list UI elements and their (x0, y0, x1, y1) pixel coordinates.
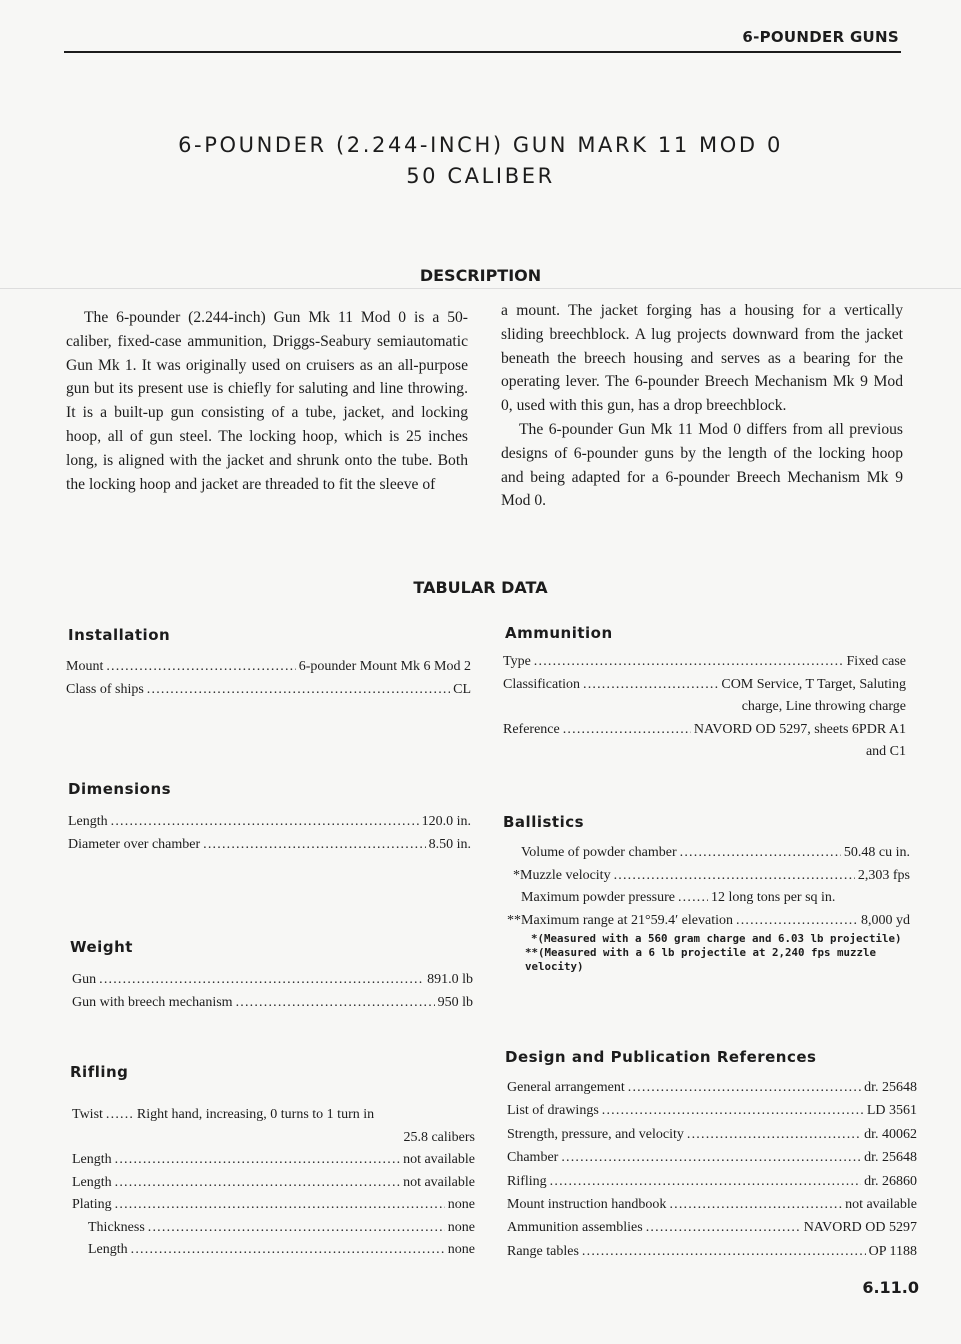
description-right-column (501, 299, 903, 513)
title-line-2: 50 CALIBER (406, 164, 555, 188)
table-row: Length ..... none (72, 1239, 475, 1262)
table-row-continuation: and C1 (865, 744, 906, 759)
table-row: Mount ..... 6-pounder Mount Mk 6 Mod 2 (66, 656, 471, 679)
table-row: Gun with breech mechanism ..... 950 lb (72, 992, 473, 1015)
tabular-data-heading: TABULAR DATA (413, 578, 548, 597)
table-row: Diameter over chamber ..... 8.50 in. (68, 834, 471, 857)
table-row: Maximum powder pressure ..... 12 long tons per sq in. (507, 887, 910, 910)
dimensions-heading: Dimensions (68, 780, 172, 798)
weight-heading: Weight (70, 938, 133, 956)
table-row: Class of ships ..... CL (66, 679, 471, 702)
ballistics-table (507, 842, 910, 974)
description-left-column (66, 306, 468, 496)
description-heading: DESCRIPTION (419, 266, 542, 285)
table-row: Classification ..... COM Service, T Target, Saluting (503, 674, 906, 697)
rifling-heading: Rifling (70, 1063, 129, 1081)
description-paragraph: The 6-pounder (2.244-inch) Gun Mk 11 Mod 0 is a 50-caliber, fixed-case ammunition, Driggs-Seabury semiautomatic Gun Mk 1. It was originally used on cruisers as an all-purpose gun but its present use is chiefly for saluting and line throwing. It is a built-up gun consisting of a tube, jacket, and locking hoop, all of gun steel. The locking hoop, which is 25 inches long, is aligned with the jacket and shrunk onto the tube. Both the locking hoop and jacket are threaded to fit the sleeve of (66, 309, 468, 493)
ammunition-heading: Ammunition (505, 624, 613, 642)
table-row: Chamber ..... dr. 25648 (507, 1146, 917, 1169)
table-row: List of drawings ..... LD 3561 (507, 1099, 917, 1122)
table-row: Plating ..... none (72, 1194, 475, 1217)
footnote: **(Measured with a 6 lb projectile at 2,240 fps muzzle velocity) (525, 946, 877, 973)
table-row: Strength, pressure, and velocity ..... dr. 40062 (507, 1123, 917, 1146)
table-row: Ammunition assemblies ..... NAVORD OD 5297 (507, 1216, 917, 1239)
table-row: Reference ..... NAVORD OD 5297, sheets 6PDR A1 (503, 719, 906, 742)
installation-heading: Installation (68, 626, 171, 644)
title-line-1: 6-POUNDER (2.244-INCH) GUN MARK 11 MOD 0 (178, 133, 783, 157)
table-row-continuation: 25.8 calibers (403, 1129, 475, 1145)
table-row: **Maximum range at 21°59.4′ elevation ..... 8,000 yd (507, 910, 910, 933)
description-paragraph: The 6-pounder Gun Mk 11 Mod 0 differs from all previous designs of 6-pounder guns by the length of the locking hoop and being adapted for a 6-pounder Breech Mechanism Mk 9 Mod 0. (501, 420, 903, 510)
running-head: 6-POUNDER GUNS (742, 28, 899, 46)
table-row: Length ..... 120.0 in. (68, 811, 471, 834)
ballistics-heading: Ballistics (503, 813, 585, 831)
table-row: Rifling ..... dr. 26860 (507, 1170, 917, 1193)
table-row: Length ..... not available (72, 1172, 475, 1195)
table-row: Volume of powder chamber ..... 50.48 cu in. (507, 842, 910, 865)
table-row: Range tables ..... OP 1188 (507, 1240, 917, 1263)
table-row: Length ..... not available (72, 1149, 475, 1172)
description-paragraph: a mount. The jacket forging has a housing for a vertically sliding breechblock. A lug projects downward from the jacket beneath the breech housing and serves as a bearing for the operating lever. The 6-pounder Breech Mechanism Mk 9 Mod 0, used with this gun, has a drop breechblock. (501, 302, 903, 415)
table-row: *Muzzle velocity ..... 2,303 fps (507, 865, 910, 888)
rifling-table (72, 1104, 475, 1262)
footnote: *(Measured with a 560 gram charge and 6.03 lb projectile) (531, 932, 902, 945)
table-row: Type ..... Fixed case (503, 651, 906, 674)
ammunition-table (503, 651, 906, 764)
description-rule (0, 288, 961, 289)
table-row: Mount instruction handbook ..... not available (507, 1193, 917, 1216)
page-number: 6.11.0 (862, 1278, 919, 1297)
table-row-continuation: charge, Line throwing charge (741, 699, 906, 714)
table-row: Thickness ..... none (72, 1217, 475, 1240)
page-title (0, 130, 961, 192)
references-heading: Design and Publication References (505, 1048, 817, 1066)
weight-table (72, 969, 473, 1014)
table-row: Twist ..... Right hand, increasing, 0 turns to 1 turn in (72, 1104, 475, 1127)
table-row: Gun ..... 891.0 lb (72, 969, 473, 992)
references-table (507, 1076, 917, 1263)
header-rule (64, 51, 901, 53)
installation-table (66, 656, 471, 701)
table-row: General arrangement ..... dr. 25648 (507, 1076, 917, 1099)
dimensions-table (68, 811, 471, 856)
